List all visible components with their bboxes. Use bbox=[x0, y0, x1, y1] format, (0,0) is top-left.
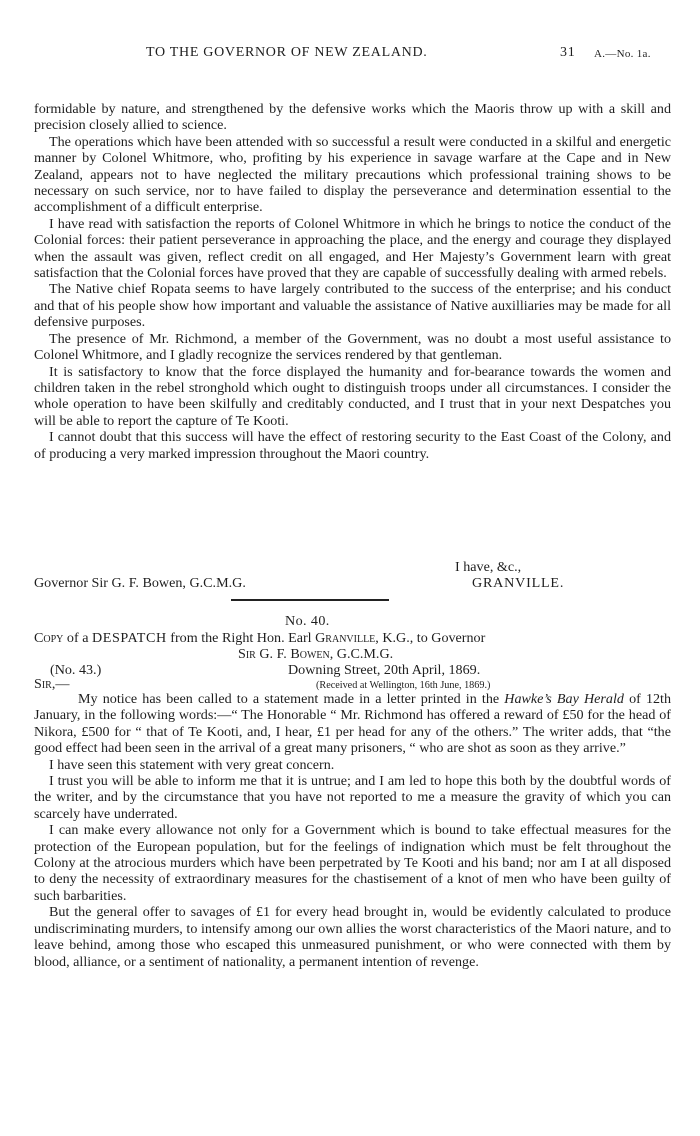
paragraph: I trust you will be able to inform me that it is untrue; and I am led to hope this both by the doubtful words of the writer, and by the circumstance that you have not reported to me a measure the gravity of which you can scarcely have underrated. bbox=[34, 773, 671, 822]
salutation: Sir,— bbox=[34, 676, 70, 692]
header-title: TO THE GOVERNOR OF NEW ZEALAND. bbox=[146, 45, 428, 60]
received-note: (Received at Wellington, 16th June, 1869.) bbox=[316, 680, 491, 691]
paragraph: I can make every allowance not only for a Government which is bound to take effectual measures for the protection of the European population, but for the feelings of indignation which must be felt throughout the Colony at the atrocious murders which have been perpetrated by Te Kooti and his band; nor am I at all disposed to deny the necessity of extraordinary measures for the chastisement of a knot of men who have been guilty of such barbarities. bbox=[34, 822, 671, 904]
paragraph: The Native chief Ropata seems to have largely contributed to the success of the enterprise; and his conduct and that of his people show how important and valuable the assistance of Native auxilliaries may be made for all defensive purposes. bbox=[34, 281, 671, 331]
despatch-word: DESPATCH bbox=[91, 630, 167, 646]
copy-label: Copy bbox=[34, 630, 64, 646]
newspaper-title: Hawke’s Bay Herald bbox=[504, 691, 624, 707]
despatch-body bbox=[34, 691, 671, 970]
heading-text: of a bbox=[63, 630, 92, 646]
running-header bbox=[0, 45, 700, 63]
paragraph: But the general offer to savages of £1 for every head brought in, would be evidently calculated to produce undiscriminating murders, to intensify among our own allies the worst characteristics of the Maori nature, and to leave behind, among those who escaped this unmeasured punishment, or who were connected with them by blood, alliance, or a sentiment of nationality, a permanent intention of revenge. bbox=[34, 904, 671, 970]
paragraph-text: of 12th January, in the following words:—“ The Honorable “ Mr. Richmond has offered a reward of £50 for the head of Nikora, £500 for “ that of Te Kooti, and, I hear, £1 per head for any of the others.” The writer adds, that “the good effect had been seen in the arrival of a great many prisoners, “ who are shot as soon as they arrive.” bbox=[34, 691, 672, 757]
closing-phrase: I have, &c., bbox=[455, 559, 522, 575]
paragraph: I have read with satisfaction the reports of Colonel Whitmore in which he brings to notice the conduct of the Colonial forces: their patient perseverance in approaching the place, and the energy and courage they displayed when the assault was given, reflect credit on all engaged, and Her Majesty’s Government learn with great satisfaction that the Colonial forces have proved that they are capable of successfully dealing with armed rebels. bbox=[34, 215, 671, 282]
letter-body bbox=[34, 101, 671, 462]
paragraph: I cannot doubt that this success will have the effect of restoring security to the East Coast of the Colony, and of producing a very marked impression throughout the Maori country. bbox=[34, 429, 671, 462]
document-reference: A.—No. 1a. bbox=[594, 48, 651, 60]
paragraph: It is satisfactory to know that the force displayed the humanity and for-bearance towards the women and children taken in the rebel stronghold which ought to distinguish troops under all circumstances. I consider the whole operation to have been skilfully and creditably conducted, and I trust that in your next Despatches you will be able to report the capture of Te Kooti. bbox=[34, 363, 671, 429]
recipient-line: Sir G. F. Bowen, G.C.M.G. bbox=[238, 646, 394, 662]
paragraph bbox=[34, 691, 671, 757]
sender-name: Granville bbox=[315, 630, 376, 646]
paragraph-text: My notice has been called to a statement made in a letter printed in the bbox=[78, 691, 505, 707]
section-divider bbox=[231, 599, 389, 601]
dateline: Downing Street, 20th April, 1869. bbox=[288, 662, 481, 678]
signature: GRANVILLE. bbox=[472, 575, 565, 591]
page-number: 31 bbox=[560, 45, 576, 60]
reference-number: (No. 43.) bbox=[50, 662, 102, 678]
despatch-heading bbox=[34, 630, 671, 646]
addressee: Governor Sir G. F. Bowen, G.C.M.G. bbox=[34, 575, 246, 591]
paragraph: The operations which have been attended with so successful a result were conducted in a skilful and energetic manner by Colonel Whitmore, who, profiting by his experience in savage warfare at the Cape and in New Zealand, appears not to have neglected the military precautions which professional training shows to be necessary on such service, nor to have failed to display the perseverance and determination essential to the accomplishment of a difficult enterprise. bbox=[34, 133, 671, 216]
heading-text: from the Right Hon. Earl bbox=[166, 630, 316, 646]
paragraph: The presence of Mr. Richmond, a member of the Government, was no doubt a most useful assistance to Colonel Whitmore, and I gladly recognize the services rendered by that gentleman. bbox=[34, 330, 671, 364]
heading-text: , K.G., to Governor bbox=[375, 630, 486, 646]
despatch-number: No. 40. bbox=[285, 613, 330, 629]
paragraph: formidable by nature, and strengthened by the defensive works which the Maoris throw up with a skill and precision closely allied to science. bbox=[34, 101, 671, 134]
paragraph: I have seen this statement with very great concern. bbox=[49, 756, 335, 773]
